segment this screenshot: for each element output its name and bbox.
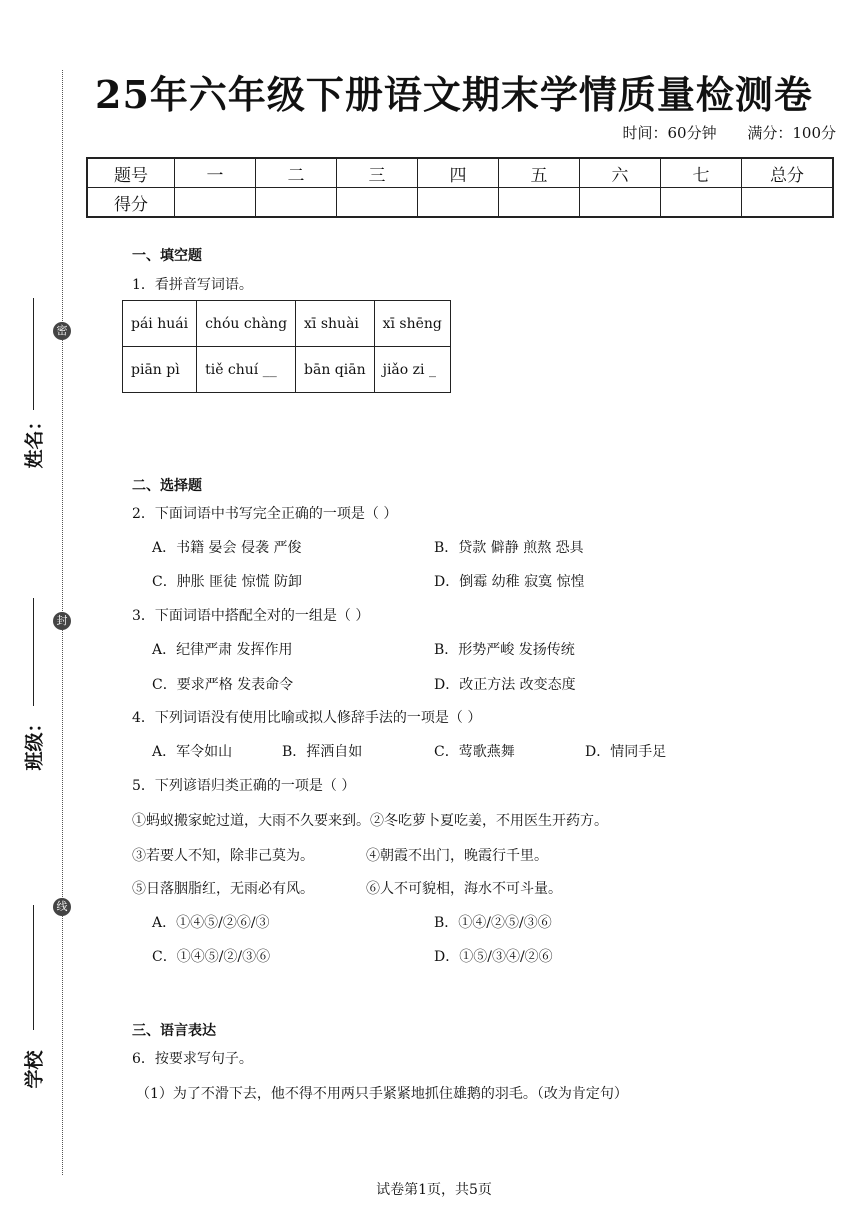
q4-option-b[interactable]: B．挥洒自如: [282, 744, 363, 760]
score-input-cell[interactable]: [418, 188, 499, 218]
q5-option-b[interactable]: B．①④/②⑤/③⑥: [434, 915, 552, 931]
pinyin-cell: xī shuài: [296, 301, 375, 347]
question-2-stem: 2．下面词语中书写完全正确的一项是（ ）: [132, 506, 398, 522]
score-table-score-row: [87, 188, 833, 218]
q4-option-a[interactable]: A．军令如山: [152, 744, 233, 760]
pinyin-cell: jiǎo zi _: [374, 347, 450, 393]
q4-option-d[interactable]: D．情同手足: [585, 744, 667, 760]
pinyin-row: [123, 301, 451, 347]
seal-mark-mi: 密: [53, 322, 71, 340]
school-label: 学校: [23, 1050, 46, 1089]
question-4-stem: 4．下列词语没有使用比喻或拟人修辞手法的一项是（ ）: [132, 710, 482, 726]
q2-option-d[interactable]: D．倒霉 幼稚 寂寞 惊惶: [434, 574, 585, 590]
exam-full-score: 满分：100分: [747, 124, 836, 142]
score-input-cell[interactable]: [661, 188, 742, 218]
score-row-label: 得分: [87, 188, 175, 218]
score-cell: 一: [175, 158, 256, 188]
score-input-cell[interactable]: [175, 188, 256, 218]
pinyin-cell: chóu chàng: [197, 301, 296, 347]
pinyin-cell: bān qiān: [296, 347, 375, 393]
question-5-stem: 5．下列谚语归类正确的一项是（ ）: [132, 778, 356, 794]
score-input-cell[interactable]: [337, 188, 418, 218]
score-input-cell[interactable]: [256, 188, 337, 218]
q5-option-a[interactable]: A．①④⑤/②⑥/③: [152, 915, 270, 931]
class-label: 班级：: [23, 713, 46, 771]
score-cell: 四: [418, 158, 499, 188]
score-input-cell[interactable]: [499, 188, 580, 218]
section-1-heading: 一、填空题: [132, 248, 202, 264]
q3-option-a[interactable]: A．纪律严肃 发挥作用: [152, 642, 293, 658]
question-3-stem: 3．下面词语中搭配全对的一组是（ ）: [132, 608, 370, 624]
seal-mark-feng: 封: [53, 612, 71, 630]
q3-option-c[interactable]: C．要求严格 发表命令: [152, 677, 294, 693]
score-cell: 二: [256, 158, 337, 188]
name-write-line: [33, 298, 34, 410]
question-1-stem: 1．看拼音写词语。: [132, 277, 253, 293]
name-label: 姓名：: [23, 411, 46, 469]
q4-option-c[interactable]: C．莺歌燕舞: [434, 744, 515, 760]
score-cell: 总分: [742, 158, 834, 188]
q5-option-c[interactable]: C．①④⑤/②/③⑥: [152, 949, 271, 965]
pinyin-cell: tiě chuí __: [197, 347, 296, 393]
score-table-header-row: [87, 158, 833, 188]
pinyin-cell: piān pì: [123, 347, 197, 393]
q2-option-a[interactable]: A．书籍 晏会 侵袭 严俊: [152, 540, 302, 556]
score-cell: 七: [661, 158, 742, 188]
class-write-line: [33, 598, 34, 706]
pinyin-table: [122, 300, 451, 393]
score-cell: 五: [499, 158, 580, 188]
section-2-heading: 二、选择题: [132, 478, 202, 494]
exam-meta: [596, 122, 836, 143]
page-footer: 试卷第1页，共5页: [376, 1182, 492, 1198]
score-cell: 六: [580, 158, 661, 188]
pinyin-cell: xī shēng: [374, 301, 450, 347]
pinyin-cell: pái huái: [123, 301, 197, 347]
question-6-stem: 6．按要求写句子。: [132, 1051, 253, 1067]
score-input-cell[interactable]: [580, 188, 661, 218]
score-table: [86, 157, 834, 218]
score-cell: 题号: [87, 158, 175, 188]
q5-proverb-4: ④朝霞不出门，晚霞行千里。: [366, 848, 548, 864]
q5-proverb-3: ③若要人不知，除非己莫为。: [132, 848, 314, 864]
section-3-heading: 三、语言表达: [132, 1023, 216, 1039]
school-write-line: [33, 905, 34, 1030]
seal-mark-xian: 线: [53, 898, 71, 916]
exam-time: 时间：60分钟: [622, 124, 717, 142]
q5-option-d[interactable]: D．①⑤/③④/②⑥: [434, 949, 553, 965]
score-cell: 三: [337, 158, 418, 188]
q3-option-d[interactable]: D．改正方法 改变态度: [434, 677, 576, 693]
q2-option-b[interactable]: B．贷款 僻静 煎熬 恐具: [434, 540, 584, 556]
pinyin-row: [123, 347, 451, 393]
q2-option-c[interactable]: C．肿胀 匪徒 惊慌 防卸: [152, 574, 303, 590]
exam-title: 25年六年级下册语文期末学情质量检测卷: [95, 72, 813, 117]
q5-proverb-6: ⑥人不可貌相，海水不可斗量。: [366, 881, 562, 897]
score-input-cell[interactable]: [742, 188, 834, 218]
q3-option-b[interactable]: B．形势严峻 发扬传统: [434, 642, 575, 658]
question-6-1: （1）为了不滑下去，他不得不用两只手紧紧地抓住雄鹅的羽毛。（改为肯定句）: [136, 1086, 628, 1102]
q5-proverb-1-2: ①蚂蚁搬家蛇过道，大雨不久要来到。②冬吃萝卜夏吃姜，不用医生开药方。: [132, 813, 608, 829]
q5-proverb-5: ⑤日落胭脂红，无雨必有风。: [132, 881, 314, 897]
